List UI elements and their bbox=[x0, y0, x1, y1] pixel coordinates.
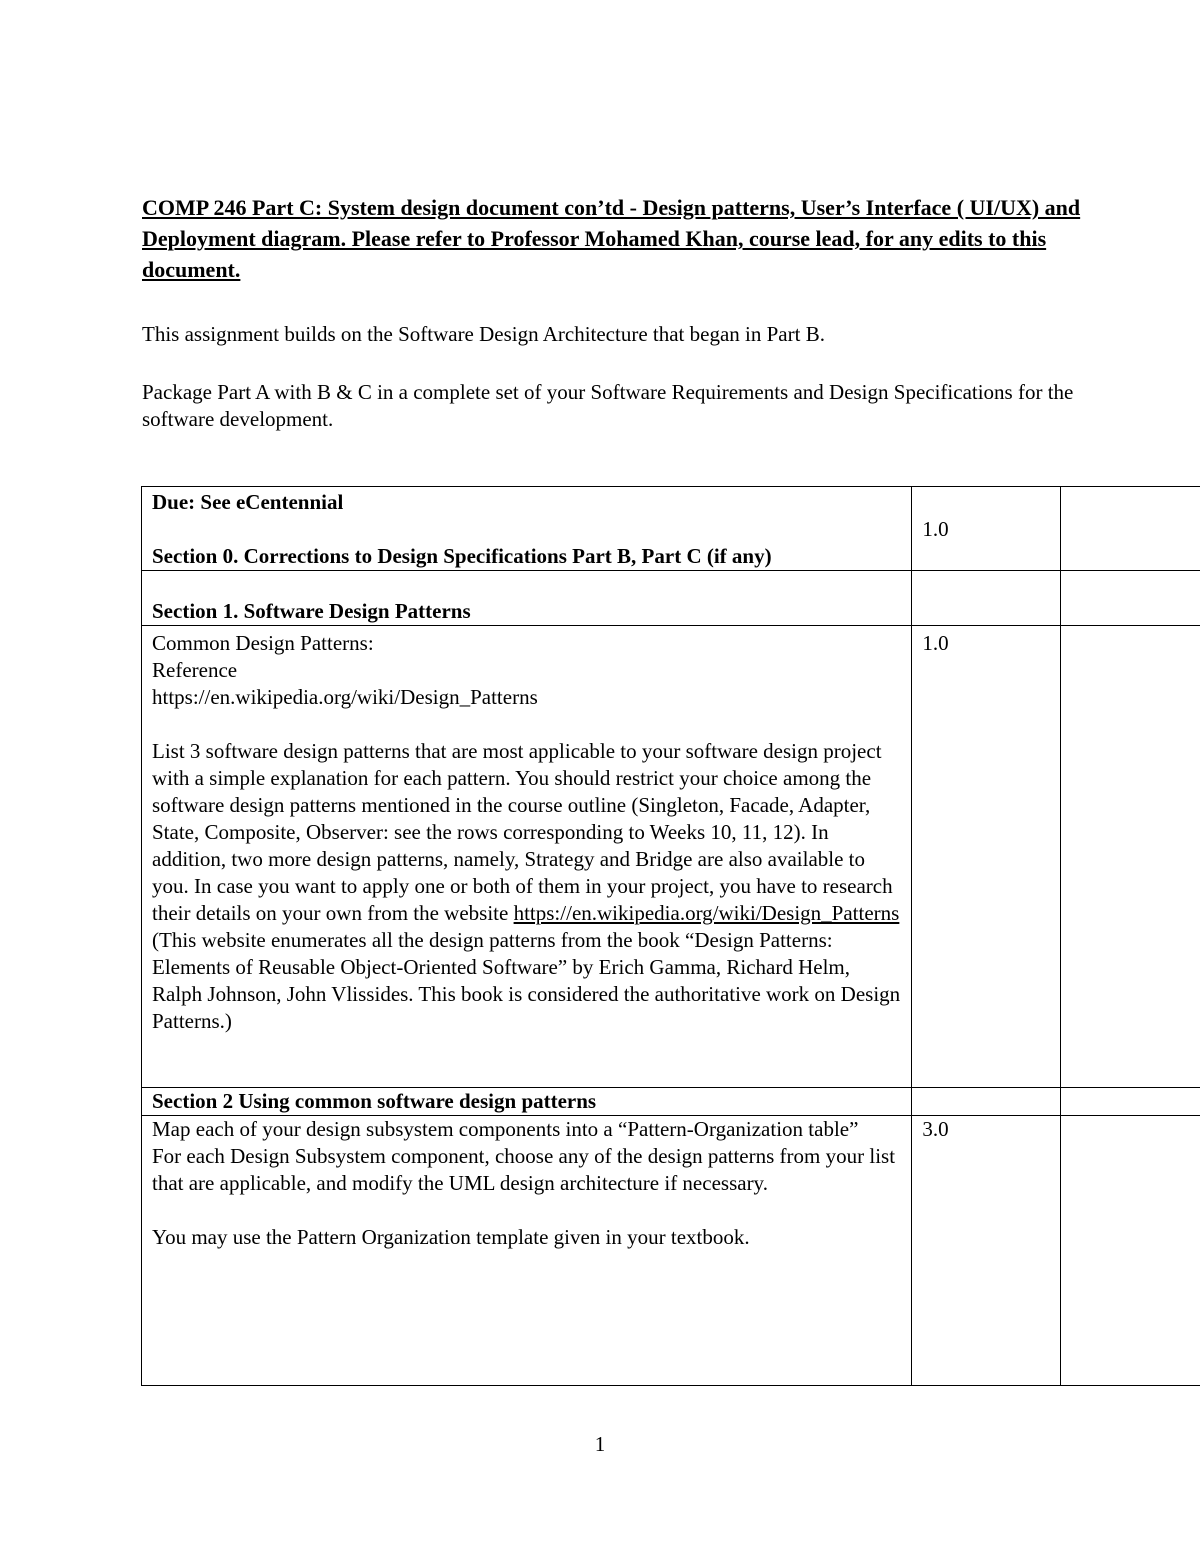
score-cell bbox=[1060, 626, 1200, 1088]
table-row bbox=[142, 1116, 1200, 1386]
section-2-title: Section 2 Using common software design patterns bbox=[152, 1089, 597, 1113]
intro-paragraph-2: Package Part A with B & C in a complete set of your Software Requirements and Design Specifications for the software development. bbox=[142, 380, 1074, 431]
score-cell bbox=[1060, 1116, 1200, 1386]
section-1-marks: 1.0 bbox=[922, 631, 949, 655]
reference-label: Reference bbox=[152, 658, 238, 682]
section-0-cell bbox=[142, 487, 912, 571]
marks-cell bbox=[912, 1088, 1061, 1116]
template-note: You may use the Pattern Organization template given in your textbook. bbox=[152, 1225, 750, 1249]
marks-cell bbox=[912, 571, 1061, 626]
score-cell bbox=[1060, 1088, 1200, 1116]
section-1-content-cell bbox=[142, 626, 912, 1088]
section-2-content-cell bbox=[142, 1116, 912, 1386]
intro-paragraph-1: This assignment builds on the Software Design Architecture that began in Part B. bbox=[142, 322, 825, 346]
marks-cell bbox=[912, 487, 1061, 571]
table-row bbox=[142, 1088, 1200, 1116]
mapping-instruction: Map each of your design subsystem components into a “Pattern-Organization table” bbox=[152, 1117, 859, 1141]
section-0-title: Section 0. Corrections to Design Specifications Part B, Part C (if any) bbox=[152, 544, 772, 568]
score-cell bbox=[1060, 571, 1200, 626]
book-reference: (This website enumerates all the design patterns from the book “Design Patterns: Elements of Reusable Object-Oriented Software” by Erich Gamma, Richard Helm, Ralph Johnson, John Vlissides. This book is considered the authoritative work on Design Patterns.) bbox=[152, 928, 901, 1033]
patterns-intro: Common Design Patterns: bbox=[152, 631, 374, 655]
reference-url: https://en.wikipedia.org/wiki/Design_Patterns bbox=[152, 685, 538, 709]
marks-cell bbox=[912, 1116, 1061, 1386]
section-1-title: Section 1. Software Design Patterns bbox=[152, 599, 471, 623]
wikipedia-link[interactable]: https://en.wikipedia.org/wiki/Design_Patterns bbox=[513, 901, 900, 925]
score-cell bbox=[1060, 487, 1200, 571]
section-2-marks: 3.0 bbox=[922, 1117, 949, 1141]
patterns-instructions: List 3 software design patterns that are most applicable to your software design project with a simple explanation for each pattern. You should restrict your choice among the software design patterns mentioned in the course outline (Singleton, Facade, Adapter, State, Composite, Observer: see the rows corresponding to Weeks 10, 11, 12). In addition, two more design patterns, namely, Strategy and Bridge are also available to you. In case you want to apply one or both of them in your project, you have to research their details on your own from the website https://en.wikipedia.org/wiki/Design_Patterns bbox=[152, 739, 900, 925]
table-row bbox=[142, 487, 1200, 571]
table-row bbox=[142, 571, 1200, 626]
section-0-marks: 1.0 bbox=[922, 517, 949, 541]
assignment-rubric-table bbox=[141, 486, 1200, 1386]
subsystem-instruction: For each Design Subsystem component, choose any of the design patterns from your list that are applicable, and modify the UML design architecture if necessary. bbox=[152, 1144, 896, 1195]
section-1-header-cell bbox=[142, 571, 912, 626]
table-row bbox=[142, 626, 1200, 1088]
page-number: 1 bbox=[594, 1432, 606, 1456]
marks-cell bbox=[912, 626, 1061, 1088]
section-2-header-cell bbox=[142, 1088, 912, 1116]
document-title: COMP 246 Part C: System design document con’td - Design patterns, User’s Interface ( UI/UX) and Deployment diagram. Please refer to Professor Mohamed Khan, course lead, for any edits to this document. bbox=[142, 195, 1081, 282]
due-date: Due: See eCentennial bbox=[152, 490, 344, 514]
